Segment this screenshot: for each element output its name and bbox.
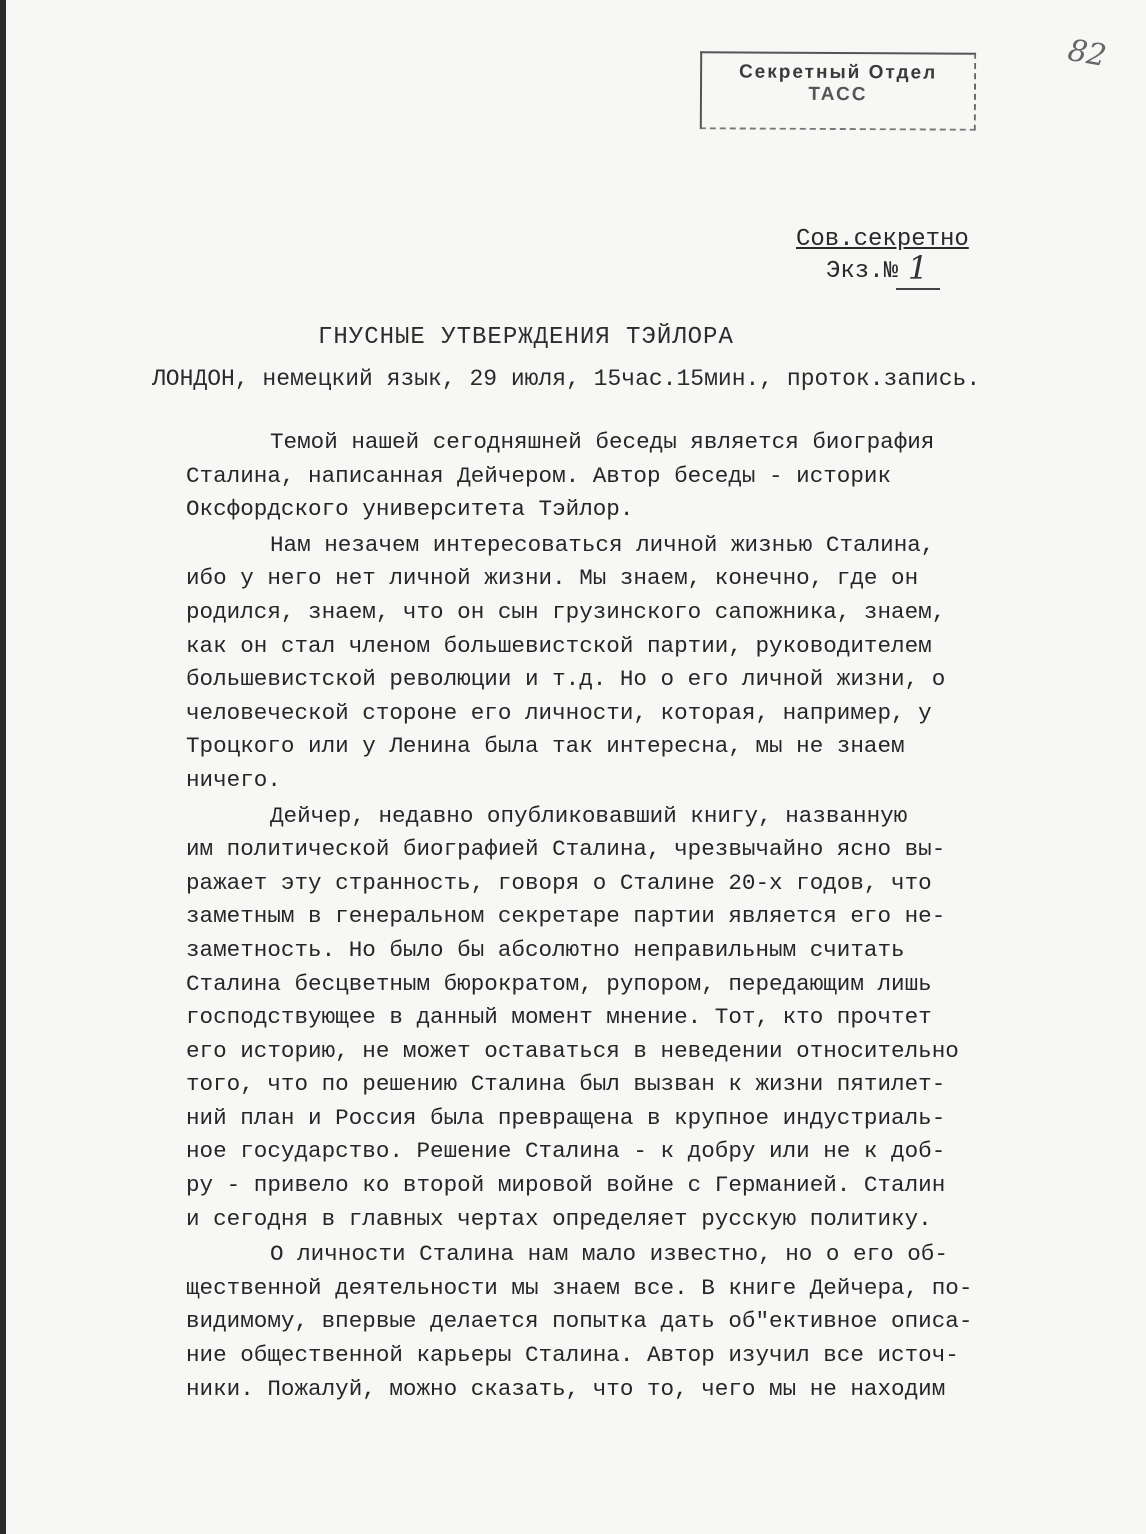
paragraph xyxy=(186,529,946,798)
stamp-line-1: Секретный Отдел xyxy=(738,61,938,84)
classification-mark: Сов.секретно xyxy=(796,226,969,253)
text-line: и сегодня в главных чертах определяет русскую политику. xyxy=(186,1205,932,1232)
text-line: видимому, впервые делается попытка дать об"ективное описа- xyxy=(186,1308,973,1335)
text-line: ничего. xyxy=(186,766,281,793)
document-title: ГНУСНЫЕ УТВЕРЖДЕНИЯ ТЭЙЛОРА xyxy=(318,324,734,351)
text-line: господствующее в данный момент мнение. Тот, кто прочтет xyxy=(186,1004,932,1031)
copy-label: Экз.№ xyxy=(826,258,899,285)
document-body xyxy=(186,426,973,1408)
text-line: ние общественной карьеры Сталина. Автор изучил все источ- xyxy=(186,1342,959,1369)
text-line: ражает эту странность, говоря о Сталине 20-х годов, что xyxy=(186,869,932,896)
folio-number: 82 xyxy=(1065,32,1109,75)
text-line: Нам незачем интересоваться личной жизнью Сталина, xyxy=(270,531,935,558)
text-line: Троцкого или у Ленина была так интересна, мы не знаем xyxy=(186,733,905,760)
text-line: как он стал членом большевистской партии, руководителем xyxy=(186,632,932,659)
text-line: ний план и Россия была превращена в крупное индустриаль- xyxy=(186,1104,946,1131)
text-line: Сталина бесцветным бюрократом, рупором, передающим лишь xyxy=(186,970,932,997)
text-line: большевистской революции и т.д. Но о его личной жизни, о xyxy=(186,666,946,693)
text-line: человеческой стороне его личности, которая, например, у xyxy=(186,699,932,726)
text-line: заметность. Но было бы абсолютно неправильным считать xyxy=(186,936,905,963)
text-line: им политической биографией Сталина, чрезвычайно ясно вы- xyxy=(186,836,946,863)
text-line: ники. Пожалуй, можно сказать, что то, чего мы не находим xyxy=(186,1375,946,1402)
text-line: Дейчер, недавно опубликовавший книгу, названную xyxy=(270,802,908,829)
text-line: ибо у него нет личной жизни. Мы знаем, конечно, где он xyxy=(186,565,919,592)
stamp-line-2: ТАСС xyxy=(808,83,868,106)
paragraph xyxy=(186,800,959,1237)
text-line: ру - привело ко второй мировой войне с Германией. Сталин xyxy=(186,1172,946,1199)
text-line: ное государство. Решение Сталина - к добру или не к доб- xyxy=(186,1138,946,1165)
paragraph xyxy=(186,426,946,527)
text-line: его историю, не может оставаться в неведении относительно xyxy=(186,1037,959,1064)
scan-edge xyxy=(0,0,6,1534)
text-line: того, что по решению Сталина был вызван к жизни пятилет- xyxy=(186,1071,946,1098)
text-line: О личности Сталина нам мало известно, но о его об- xyxy=(270,1241,948,1268)
paragraph xyxy=(186,1238,973,1406)
text-line: заметным в генеральном секретаре партии является его не- xyxy=(186,903,946,930)
secret-department-stamp xyxy=(700,51,976,130)
text-line: родился, знаем, что он сын грузинского сапожника, знаем, xyxy=(186,598,946,625)
copy-number: 1 xyxy=(896,248,940,290)
text-line: Сталина, написанная Дейчером. Автор беседы - историк xyxy=(186,462,892,489)
text-line: Темой нашей сегодняшней беседы является биография xyxy=(270,429,935,455)
text-line: щественной деятельности мы знаем все. В книге Дейчера, по- xyxy=(186,1274,973,1301)
dateline: ЛОНДОН, немецкий язык, 29 июля, 15час.15мин., проток.запись. xyxy=(152,366,981,392)
text-line: Оксфордского университета Тэйлор. xyxy=(186,496,634,523)
